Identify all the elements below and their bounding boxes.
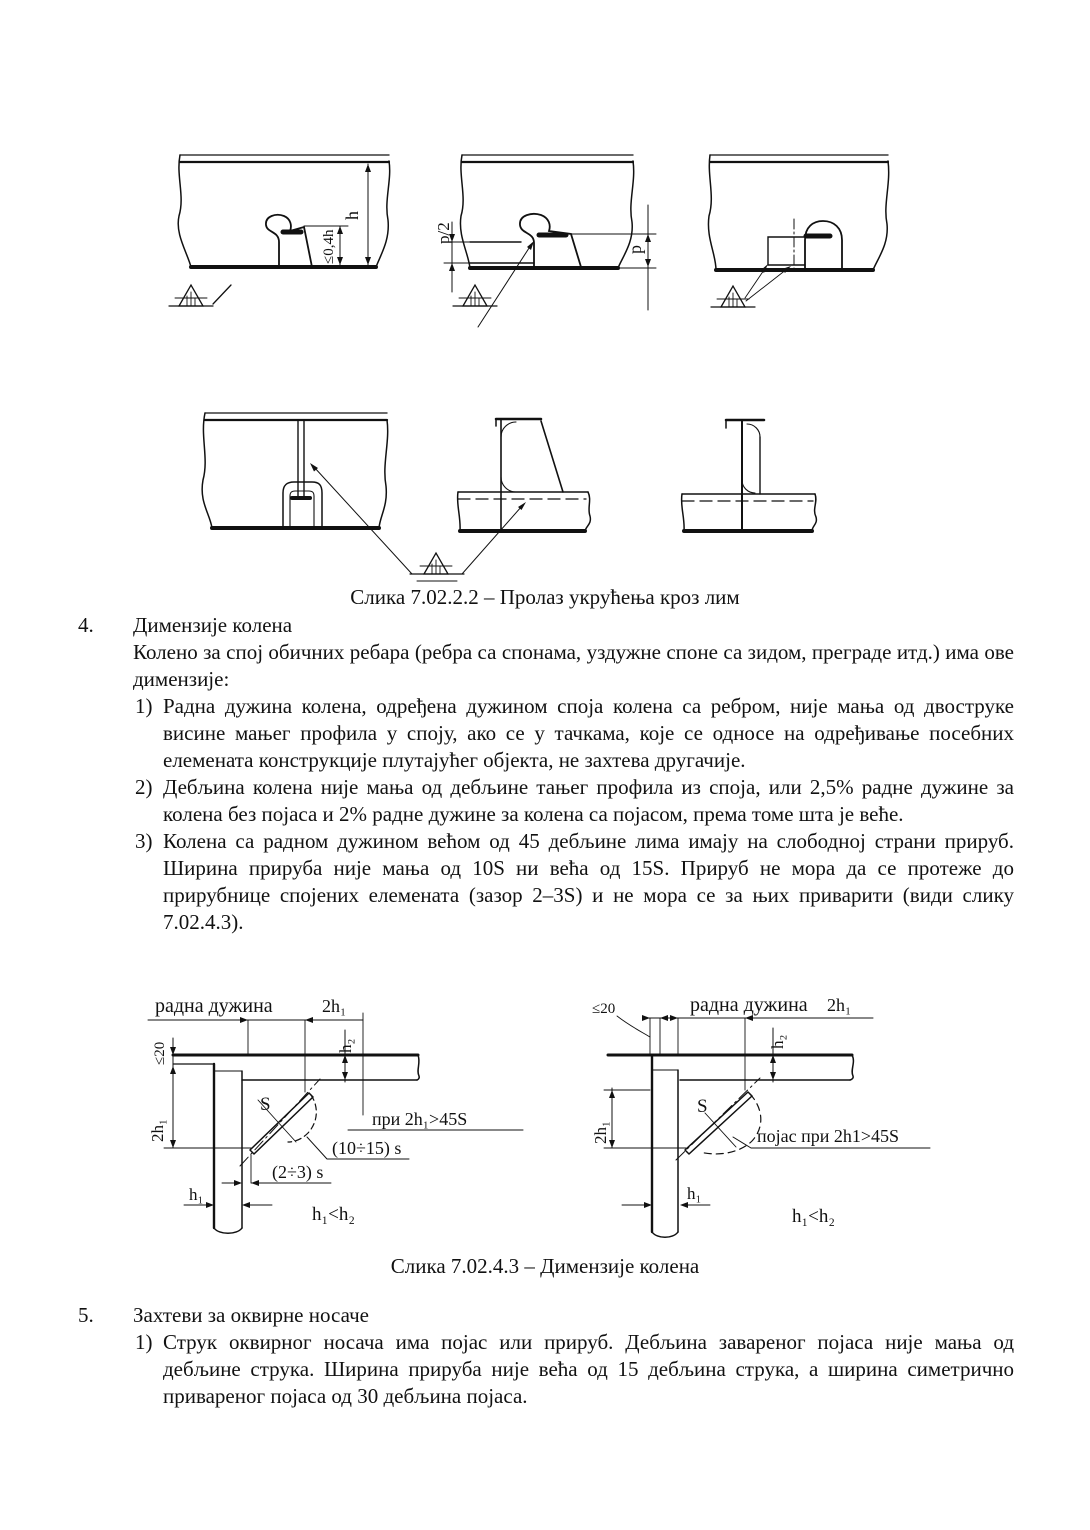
label-s: S bbox=[697, 1096, 708, 1117]
label-2h1-top: 2h₁ bbox=[322, 996, 347, 1016]
dim-label-04h: ≤0,4h bbox=[321, 229, 337, 264]
label-max20: ≤20 bbox=[592, 1001, 616, 1017]
list-item bbox=[133, 1329, 1014, 1410]
label-2h1-side: 2h₁ bbox=[591, 1121, 610, 1144]
label-h1-lt-h2: h₁<h₂ bbox=[792, 1206, 835, 1227]
drawing-web-through-plate bbox=[682, 420, 817, 531]
drawing-bulb-stiffener-cutout-1 bbox=[169, 155, 390, 306]
list-item-text: Струк оквирног носача има појас или прируб. Дебљина завареног појаса није мања од дебљине струка. Ширина прируба није већа од 15 дебљина струка, а ширина симетрично привареног појаса од 30 дебљина појаса. bbox=[163, 1330, 1014, 1408]
drawing-stiffener-collar-plate bbox=[708, 155, 888, 307]
figure-7-02-4-3 bbox=[0, 985, 1090, 1247]
dim-label-h: h bbox=[342, 211, 362, 220]
section-5 bbox=[78, 1302, 1014, 1410]
dim-label-p-half: p/2 bbox=[434, 222, 453, 244]
section-4 bbox=[78, 612, 1014, 936]
label-h1: h₁ bbox=[687, 1184, 702, 1203]
label-s: S bbox=[260, 1094, 271, 1115]
section-title: Захтеви за оквирне носаче bbox=[133, 1303, 369, 1327]
section-number: 4. bbox=[78, 613, 94, 637]
weld-symbol-icon bbox=[711, 267, 787, 307]
figure-7-02-2-2-row2 bbox=[0, 385, 1090, 590]
drawing-web-through-plate-collar bbox=[202, 413, 388, 528]
label-pojas: појас при 2h1>45S bbox=[757, 1126, 900, 1146]
list-item-marker: 1) bbox=[135, 1330, 153, 1354]
list-item-marker: 3) bbox=[135, 829, 153, 853]
dim-label-p: p bbox=[625, 245, 645, 254]
list-item-text: Колена са радном дужином већом од 45 дебљине лима имају на слободној страни прируб. Ширина прируба није мања од 10S ни већа од 15S. Прируб не мора да се протеже до прирубнице спојених елемената (зазор 2–3S) и не мора се за њих приварити (види слику 7.02.4.3). bbox=[163, 829, 1014, 934]
list-item-marker: 2) bbox=[135, 775, 153, 799]
label-10-15-s: (10÷15) s bbox=[332, 1138, 402, 1158]
label-pri-2h1: при 2h₁>45S bbox=[372, 1109, 468, 1129]
weld-symbol-icon bbox=[453, 245, 531, 327]
figure-caption-7-02-2-2: Слика 7.02.2.2 – Пролаз укрућења кроз лим bbox=[350, 585, 740, 609]
list-item bbox=[133, 774, 1014, 828]
list-item-marker: 1) bbox=[135, 694, 153, 718]
list-item bbox=[133, 828, 1014, 936]
label-2-3-s: (2÷3) s bbox=[272, 1162, 324, 1182]
list-item-text: Радна дужина колена, одређена дужином споја колена са ребром, није мања од двоструке висине мањег профила у споју, ако се у тачкама, које се односе на одређивање посебних елемената конструкције плутајућег објекта, не захтева другачије. bbox=[163, 694, 1014, 772]
label-max20: ≤20 bbox=[152, 1041, 168, 1065]
weld-symbol-icon bbox=[169, 285, 231, 306]
label-working-length: радна дужина bbox=[155, 995, 273, 1017]
section-intro: Колено за спој обичних ребара (ребра са спонама, уздужне споне са зидом, преграде итд.) има ове димензије: bbox=[133, 640, 1014, 691]
figure-7-02-2-2-row1 bbox=[0, 140, 1090, 335]
label-2h1-side: 2h₁ bbox=[148, 1119, 167, 1142]
label-h2: h₂ bbox=[336, 1038, 355, 1053]
weld-symbol-icon bbox=[314, 467, 522, 581]
drawing-bulb-stiffener-cutout-2 bbox=[444, 155, 656, 327]
label-h1-lt-h2: h₁<h₂ bbox=[312, 1204, 355, 1225]
section-title: Димензије колена bbox=[133, 613, 293, 637]
drawing-gusset-on-plate bbox=[458, 419, 591, 531]
label-h2: h₂ bbox=[768, 1034, 787, 1049]
label-working-length: радна дужина bbox=[690, 994, 808, 1016]
list-item-text: Дебљина колена није мања од дебљине тањег профила из споја, или 2,5% радне дужине за колена без појаса и 2% радне дужине за колена са појасом, према томе шта је веће. bbox=[163, 775, 1014, 826]
label-2h1-top: 2h₁ bbox=[827, 995, 852, 1015]
figure-caption-7-02-4-3: Слика 7.02.4.3 – Димензије колена bbox=[390, 1254, 700, 1278]
list-item bbox=[133, 693, 1014, 774]
label-h1: h₁ bbox=[189, 1185, 204, 1204]
section-number: 5. bbox=[78, 1303, 94, 1327]
